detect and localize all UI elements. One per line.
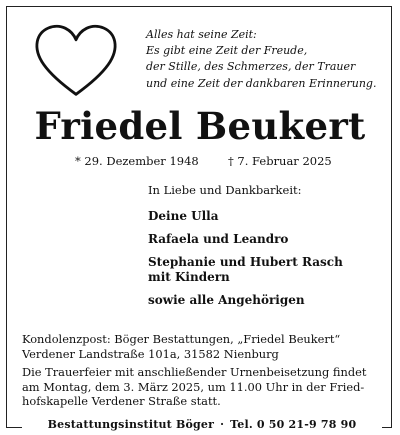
birth-date: * 29. Dezember 1948 [75, 154, 199, 168]
footer-bar [22, 418, 382, 434]
condolence-line: Verdener Landstraße 101a, 31582 Nienburg [22, 346, 279, 361]
quote-line: der Stille, des Schmerzes, der Trauer [146, 60, 356, 74]
mourner-item: mit Kindern [148, 270, 230, 284]
condolence-line: Kondolenzpost: Böger Bestattungen, „Friedel Beukert“ [22, 332, 341, 346]
mourner-item: Deine Ulla [148, 209, 219, 223]
service-line: hofskapelle Verdener Straße statt. [22, 394, 221, 409]
quote-line: Alles hat seine Zeit: [146, 28, 257, 41]
mourner-item: sowie alle Angehörigen [148, 293, 305, 307]
quote-line: und eine Zeit der dankbaren Erinnerung. [146, 76, 377, 90]
service-line: am Montag, dem 3. März 2025, um 11.00 Uhr in der Fried- [22, 379, 365, 394]
mourners-list [148, 209, 388, 308]
death-date: † 7. Februar 2025 [228, 154, 332, 168]
service-info [22, 365, 392, 409]
mourner-item: Rafaela und Leandro [148, 232, 289, 246]
footer-separator: · [220, 418, 225, 431]
service-line: Die Trauerfeier mit anschließender Urnenbeisetzung findet [22, 365, 367, 379]
heart-icon [32, 20, 120, 100]
footer-company: Bestattungsinstitut Böger [47, 418, 215, 431]
intro-text: In Liebe und Dankbarkeit: [148, 183, 302, 197]
condolence-address [22, 332, 392, 361]
mourner-item: Stephanie und Hubert Rasch [148, 255, 343, 269]
footer-phone: Tel. 0 50 21-9 78 90 [230, 418, 357, 431]
quote-line: Es gibt eine Zeit der Freude, [146, 44, 308, 58]
deceased-name: Friedel Beukert [34, 104, 366, 148]
quote-block [146, 27, 386, 92]
